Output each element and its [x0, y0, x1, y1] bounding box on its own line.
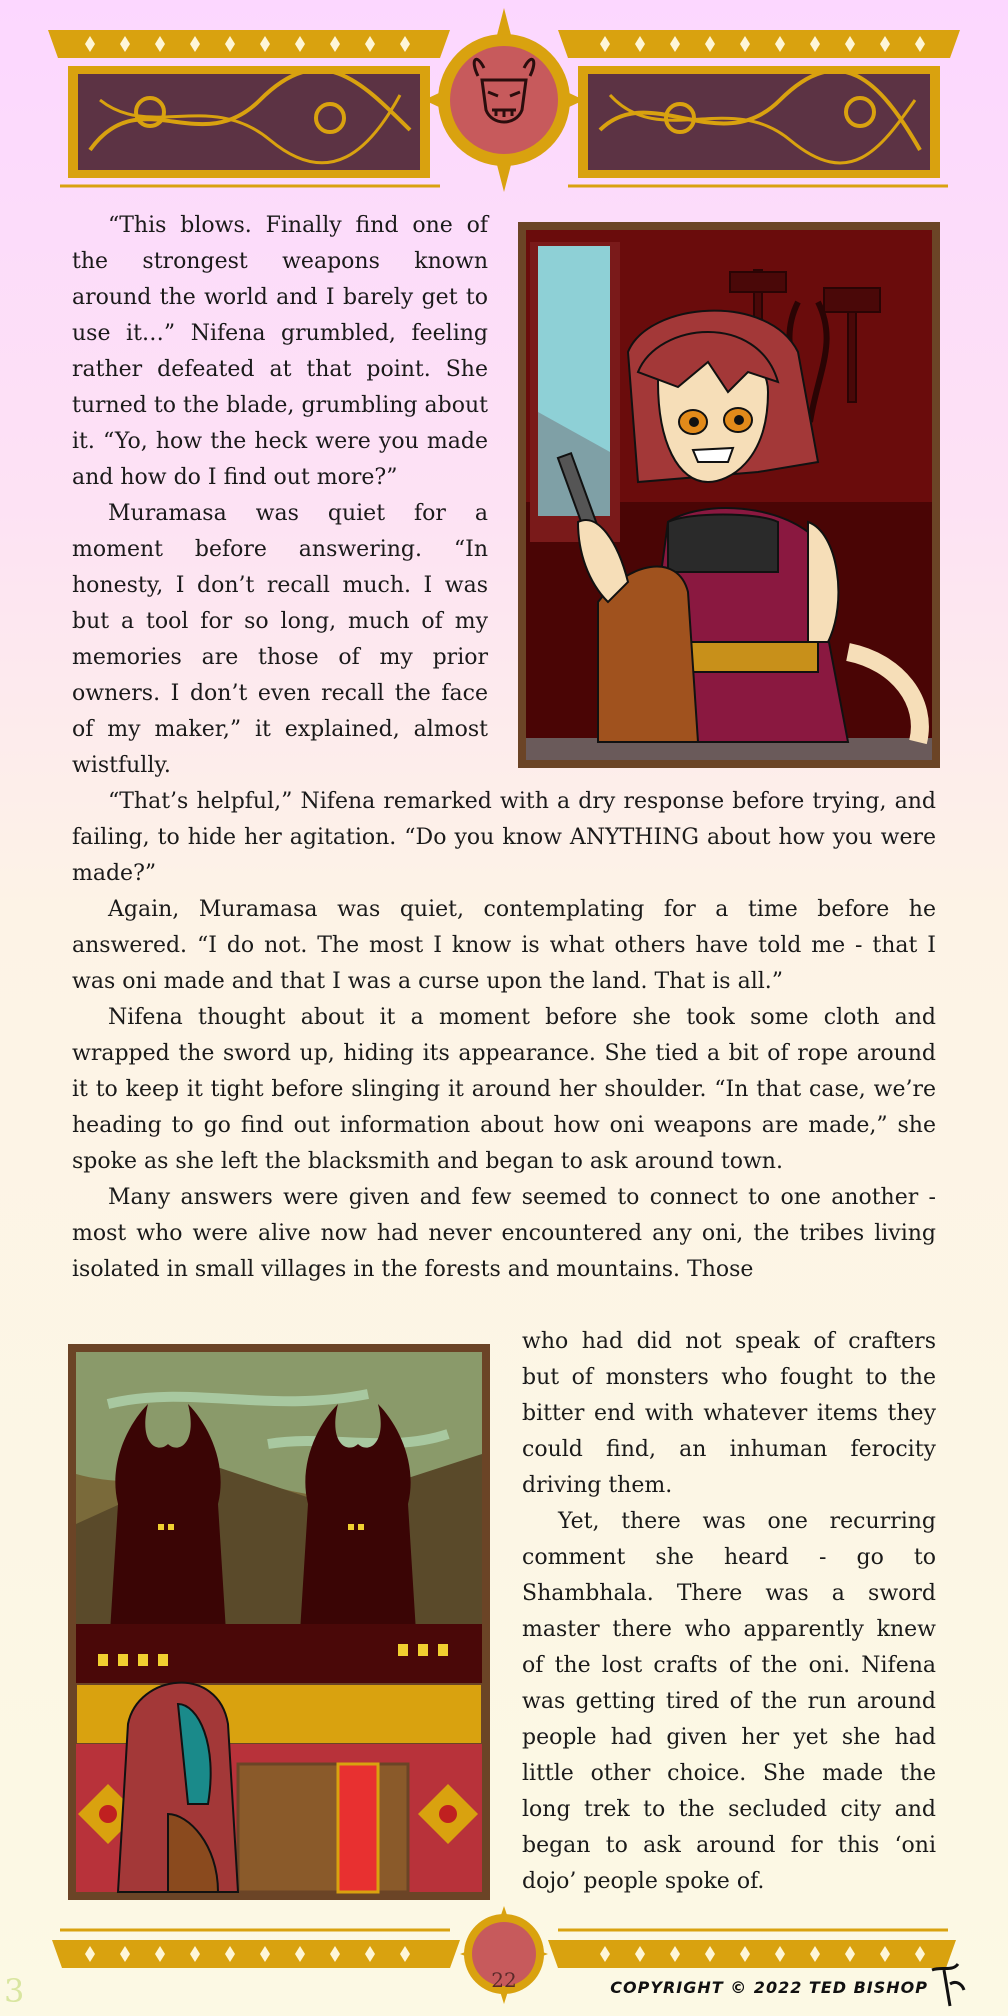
- illustration-nifena-blacksmith: [518, 222, 940, 768]
- paragraph: who had did not speak of crafters but of monsters who fought to the bitter end with whatever items they could find, an inhuman ferocity driving them.: [522, 1329, 936, 1498]
- page-number: 22: [491, 1968, 517, 1992]
- header-vine-panel-right: [578, 66, 940, 178]
- story-column-top: [72, 208, 488, 784]
- header-ornament: [0, 0, 1008, 200]
- footer-ornament: [0, 1900, 1008, 2016]
- paragraph: Again, Muramasa was quiet, contemplating for a time before he answered. “I do not. The most I know is what others have told me - that I was oni made and that I was a curse upon the land. That is all.”: [72, 897, 936, 994]
- story-column-full: [72, 784, 936, 1288]
- paragraph: Muramasa was quiet for a moment before answering. “In honesty, I don’t recall much. I was but a tool for so long, much of my memories are those of my prior owners. I don’t even recall the face of my maker,” it explained, almost wistfully.: [72, 501, 488, 778]
- artist-signature-icon: [928, 1960, 968, 2010]
- corner-mark: 3: [4, 1972, 25, 2010]
- copyright-notice: COPYRIGHT © 2022 TED BISHOP: [610, 1978, 928, 1997]
- paragraph: “That’s helpful,” Nifena remarked with a dry response before trying, and failing, to hide her agitation. “Do you know ANYTHING about how you were made?”: [72, 789, 936, 886]
- paragraph: “This blows. Finally find one of the strongest weapons known around the world and I barely get to use it…” Nifena grumbled, feeling rather defeated at that point. She turned to the blade, grumbling about it. “Yo, how the heck were you made and how do I find out more?”: [72, 213, 488, 490]
- paragraph: Nifena thought about it a moment before she took some cloth and wrapped the sword up, hiding its appearance. She tied a bit of rope around it to keep it tight before slinging it around her shoulder. “In that case, we’re heading to go find out information about how oni weapons are made,” she spoke as she left the blacksmith and began to ask around town.: [72, 1005, 936, 1174]
- illustration-oni-dojo: [68, 1344, 490, 1900]
- paragraph: Many answers were given and few seemed to connect to one another - most who were alive now had never encountered any oni, the tribes living isolated in small villages in the forests and mountains. Those: [72, 1185, 936, 1282]
- header-vine-panel-left: [68, 66, 430, 178]
- story-column-right: [522, 1324, 936, 1900]
- paragraph: Yet, there was one recurring comment she heard - go to Shambhala. There was a sword master there who apparently knew of the lost crafts of the oni. Nifena was getting tired of the run around people had given her yet she had little other choice. She made the long trek to the secluded city and began to ask around for this ‘oni dojo’ people spoke of.: [522, 1509, 936, 1894]
